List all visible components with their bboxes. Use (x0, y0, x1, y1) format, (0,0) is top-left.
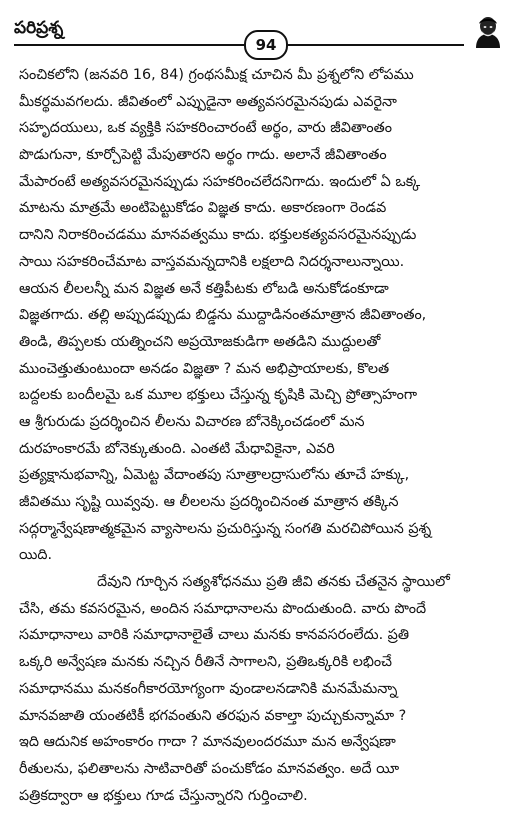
text-line: యిది. (19, 547, 53, 564)
header-rule (14, 44, 464, 46)
text-line: ఒక్కరి అన్వేషణ మనకు నచ్చిన రీతినే సాగాలని, ప్రతిఒక్కరికి లభించే (19, 654, 393, 671)
text-line: మాటను మాత్రమే అంటిపెట్టుకోడం విజ్ఞత కాదు. అకారణంగా రెండవ (19, 200, 387, 217)
text-line: దేవుని గూర్చిన సత్యశోధనము ప్రతి జీవి తనకు చేతనైన స్థాయిలో (97, 574, 450, 591)
body-text (19, 62, 505, 809)
text-line: పత్రికద్వారా ఆ భక్తులు గూడ చేస్తున్నారని గుర్తించాలి. (19, 787, 308, 804)
text-line: విజ్ఞతగాదు. తల్లి అప్పుడప్పుడు బిడ్డను ముద్దాడినంతమాత్రాన జీవితాంతం, (19, 307, 427, 324)
paragraph-1 (19, 62, 505, 569)
text-line: మీకర్థమవగలదు. జీవితంలో ఎప్పుడైనా అత్యవసరమైనపుడు ఎవరైనా (19, 93, 397, 110)
text-line: బద్దలకు బందీలమై ఒక మూల భక్తులు చేస్తున్న కృషికి మెచ్చి ప్రోత్సాహంగా (19, 387, 418, 404)
text-line: జీవితము సృష్టి యివ్వవు. ఆ లీలలను ప్రదర్శించినంత మాత్రాన తక్కిన (19, 494, 399, 510)
text-line: దానిని నిరాకరించడము మానవత్వము కాదు. భక్తులకత్యవసరమైనప్పుడు (19, 227, 417, 244)
text-line: సంచికలోని (జనవరి 16, 84) గ్రంథసమీక్ష చూచిన మీ ప్రశ్నలోని లోపము (19, 67, 414, 83)
text-line: సహృదయులు, ఒక వ్యక్తికి సహకరించారంటే అర్థం, వారు జీవితాంతం (19, 120, 392, 137)
text-line: ఆ శ్రీగురుడు ప్రదర్శించిన లీలను విచారణ బోనెక్కించడంలో మన (19, 413, 365, 430)
text-line: మానవజాతి యంతటికీ భగవంతుని తరఫున వకాల్తా పుచ్చుకున్నామా ? (19, 707, 407, 724)
text-line: మేపారంటే అత్యవసరమైనప్పుడు సహకరించలేదనిగాదు. ఇందులో ఏ ఒక్క (19, 173, 421, 190)
running-title: పరిప్రశ్న (14, 18, 64, 38)
text-line: సమాధానాలు వారికి సమాధానాలైతే చాలు మనకు కానవసరంలేదు. ప్రతి (19, 627, 410, 644)
text-line: సాయి సహకరించేమాట వాస్తవమన్నదానికి లక్షలాది నిదర్శనాలున్నాయి. (19, 253, 405, 270)
text-line: ఇది ఆదునిక అహంకారం గాదా ? మానవులందరమూ మన అన్వేషణా (19, 734, 396, 751)
page-number: 94 (244, 30, 288, 60)
page-header (14, 10, 506, 58)
text-line: పొడుగునా, కూర్చోపెట్టి మేపుతారని అర్థం గాదు. అలానే జీవితాంతం (19, 147, 387, 164)
text-line: ప్రత్యక్షానుభవాన్ని, ఏమెట్ట వేదాంతపు సూత్రాలద్రాసులోను తూచే హక్కు, (19, 467, 410, 484)
text-line: ఆయన లీలలన్నీ మన విజ్ఞత అనే కత్తిపీటకు లోబడి అనుకోడంకూడా (19, 280, 389, 297)
text-line: రీతులను, ఫలితాలను సాటివారితో పంచుకోడం మానవత్వం. అదే యీ (19, 760, 400, 777)
portrait-icon (470, 12, 506, 48)
text-line: సద్గర్మాన్వేషణాత్మకమైన వ్యాసాలను ప్రచురిస్తున్న సంగతి మరచిపోయిన ప్రశ్న (19, 520, 432, 537)
text-line: సమాధానము మనకంగీకారయోగ్యంగా వుండాలనడానికి మనమేమన్నా (19, 680, 398, 697)
text-line: చేసి, తమ కవసరమైన, అందిన సమాధానాలను పొందుతుంది. వారు పొందే (19, 600, 427, 617)
paragraph-2 (19, 569, 505, 809)
text-line: దురహంకారమే బోనెక్కుతుంది. ఎంతటి మేధావికైనా, ఎవరి (19, 440, 335, 457)
text-line: ముంచెత్తుతుంటుందా అనడం విజ్ఞతా ? మన అభిప్రాయాలకు, కొలత (19, 360, 390, 377)
text-line: తిండి, తిప్పలకు యత్నించని అప్రయోజకుడిగా అతడిని ముద్దులతో (19, 333, 381, 350)
